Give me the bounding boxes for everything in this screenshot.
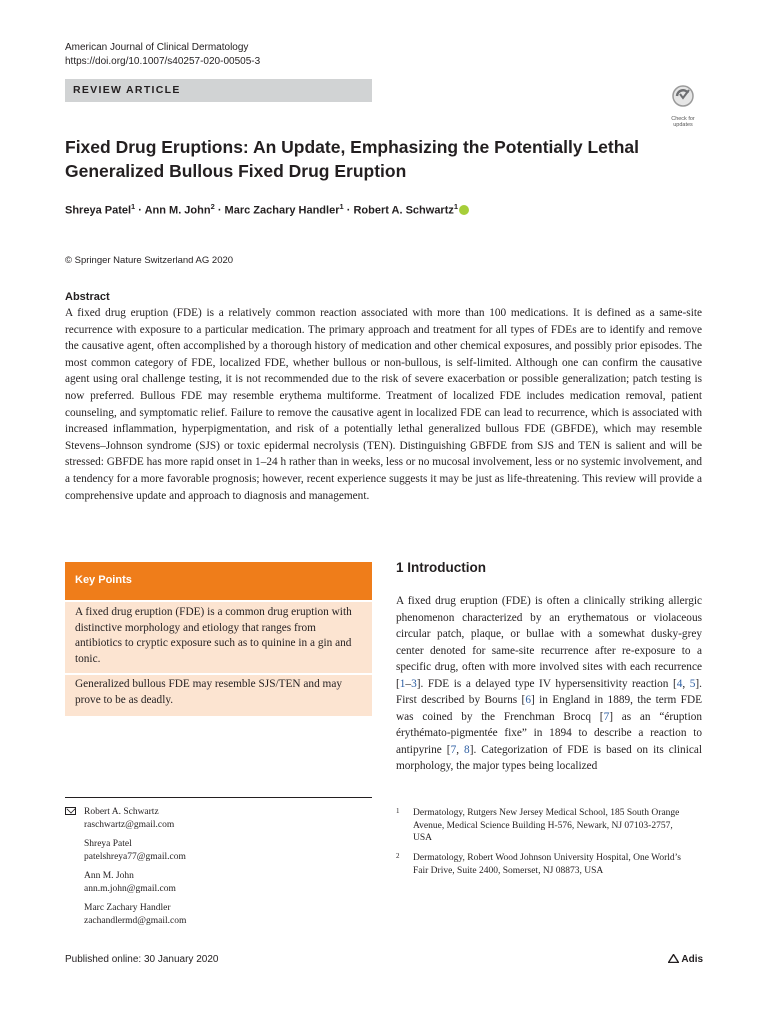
publisher-name: Adis	[681, 954, 704, 965]
author-name: Robert A. Schwartz	[353, 204, 454, 217]
contact-entry	[84, 870, 365, 895]
article-title: Fixed Drug Eruptions: An Update, Emphasizing the Potentially Lethal Generalized Bullous Fixed Drug Eruption	[65, 137, 639, 181]
journal-header	[65, 41, 260, 69]
author-name: Marc Zachary Handler	[224, 204, 340, 217]
intro-text-segment: ]. First described by Bourns [	[396, 677, 702, 706]
intro-text-segment: ]. FDE is a delayed type IV hypersensitivity reaction [	[416, 677, 677, 690]
citation-link[interactable]: 5	[689, 677, 696, 690]
affiliation-number: 2	[396, 852, 400, 860]
check-updates-icon	[664, 84, 702, 110]
intro-text-segment: ,	[456, 743, 465, 756]
author-affiliation-mark: 2	[210, 202, 215, 211]
contact-entry	[84, 902, 365, 927]
footnote-divider	[65, 797, 372, 798]
affiliation-entry	[396, 807, 686, 845]
author-name: Ann M. John	[144, 204, 211, 217]
adis-triangle-icon	[668, 954, 679, 963]
citation-link[interactable]: 3	[411, 677, 417, 690]
copyright-notice: © Springer Nature Switzerland AG 2020	[65, 255, 234, 266]
abstract-text: A fixed drug eruption (FDE) is a relatively common reaction associated with more than 100 medications. It is defined as a same-site recurrence with exposure to a particular medication. The primary approach and treatment for all types of FDEs are to identify and remove the causative agent, often accomplished by a thorough history of medication and other chemical exposures, and possibly prior episodes. The most common category of FDE, localized FDE, whether bullous or non-bullous, is self-limited. Although one can confirm the causative agent using oral challenge testing, it is not recommended due to the risk of severe exacerbation or possible generalization; patch testing is now preferred. Bullous FDE may resemble erythema multiforme. Treatment of localized FDE includes medication removal, patient counseling, and symptomatic relief. Failure to remove the causative agent in localized FDE can lead to recurrence, which is associated with increased inflammation, hyperpigmentation, and risk of a potentially lethal generalized bullous FDE (GBFDE), which may resemble Stevens–Johnson syndrome (SJS) or toxic epidermal necrolysis (TEN). Distinguishing GBFDE from SJS and TEN is salient and will be stressed: GBFDE has more rapid onset in 1–24 h rather than in weeks, less or no mucosal involvement, less or no systemic involvement, and a tendency for a more favorable prognosis; however, recent experience suggests it may be just as life-threatening. This review will provide a comprehensive update and approach to diagnosis and management.	[65, 307, 702, 502]
contact-email[interactable]: patelshreya77@gmail.com	[84, 851, 186, 862]
author-separator: ·	[214, 204, 225, 217]
affiliation-entry	[396, 852, 686, 877]
key-point-item: Generalized bullous FDE may resemble SJS/TEN and may prove to be as deadly.	[65, 675, 372, 716]
key-points-heading: Key Points	[75, 574, 132, 586]
check-updates-label: Check for updates	[671, 116, 695, 128]
citation-link[interactable]: 4	[676, 677, 683, 690]
contact-email[interactable]: raschwartz@gmail.com	[84, 819, 175, 830]
key-points-header	[65, 562, 372, 600]
author-name: Shreya Patel	[65, 204, 132, 217]
key-points-box	[65, 562, 372, 716]
contact-name: Ann M. John	[84, 871, 134, 881]
published-date: Published online: 30 January 2020	[65, 954, 219, 965]
affiliation-number: 1	[396, 807, 400, 815]
contact-email[interactable]: ann.m.john@gmail.com	[84, 883, 176, 894]
intro-text-segment: ,	[682, 677, 690, 690]
citation-link[interactable]: 1	[399, 677, 406, 690]
citation-link[interactable]: 7	[603, 710, 610, 723]
abstract-heading: Abstract	[65, 291, 110, 303]
affiliation-text: Dermatology, Rutgers New Jersey Medical School, 185 South Orange Avenue, Medical Science Building H-576, Newark, NJ 07103-2757, USA	[413, 808, 680, 843]
contact-email[interactable]: zachandlermd@gmail.com	[84, 915, 187, 926]
contact-name: Shreya Patel	[84, 839, 132, 849]
author-affiliation-mark: 1	[339, 202, 344, 211]
section-heading: 1 Introduction	[396, 560, 486, 575]
check-for-updates-badge[interactable]	[664, 84, 702, 128]
correspondence-block	[65, 806, 365, 934]
intro-text-segment: ] as an “éruption érythémato-pigmentée fixe” in 1894 to describe a reaction to antipyrine [	[396, 710, 703, 756]
contact-entry	[84, 838, 365, 863]
author-separator: ·	[343, 204, 354, 217]
author-affiliation-mark: 1	[453, 202, 459, 211]
orcid-icon[interactable]	[459, 205, 469, 215]
contact-entry	[84, 806, 365, 831]
intro-text-segment: ] in England in 1889, the term FDE was coined by the Frenchman Brocq [	[396, 694, 703, 723]
author-list	[65, 202, 469, 217]
affiliation-text: Dermatology, Robert Wood Johnson University Hospital, One World’s Fair Drive, Suite 2400, Somerset, NJ 08873, USA	[413, 853, 681, 876]
author-separator: ·	[135, 204, 145, 217]
introduction-text	[396, 593, 702, 775]
contact-name: Robert A. Schwartz	[84, 807, 159, 817]
intro-text-segment: A fixed drug eruption (FDE) is often a clinically striking allergic phenomenon characterized by an erythematous or violaceous circular patch, plaque, or bullae with a somewhat dusky-grey center denoted for same-site recurrence after re-exposure to a specific drug, often with more involved sites with each recurrence [	[396, 595, 702, 690]
key-point-item: A fixed drug eruption (FDE) is a common drug eruption with distinctive morphology and etiology that ranges from antibiotics to cryptic exposure such as to quinine in a gin and tonic.	[65, 602, 372, 673]
envelope-icon	[65, 807, 76, 815]
intro-text-segment: –	[405, 677, 412, 690]
doi-link[interactable]: https://doi.org/10.1007/s40257-020-00505-3	[65, 56, 261, 67]
publisher-logo	[668, 954, 703, 965]
citation-link[interactable]: 6	[525, 694, 531, 706]
intro-text-segment: ]. Categorization of FDE is based on its clinical morphology, the major types being localized	[396, 743, 702, 772]
contact-name: Marc Zachary Handler	[84, 903, 171, 913]
article-type-bar	[65, 79, 372, 102]
citation-link[interactable]: 8	[464, 743, 470, 756]
article-type: REVIEW ARTICLE	[73, 84, 181, 96]
author-affiliation-mark: 1	[131, 202, 136, 211]
journal-name: American Journal of Clinical Dermatology	[65, 42, 249, 53]
citation-link[interactable]: 7	[450, 743, 457, 756]
